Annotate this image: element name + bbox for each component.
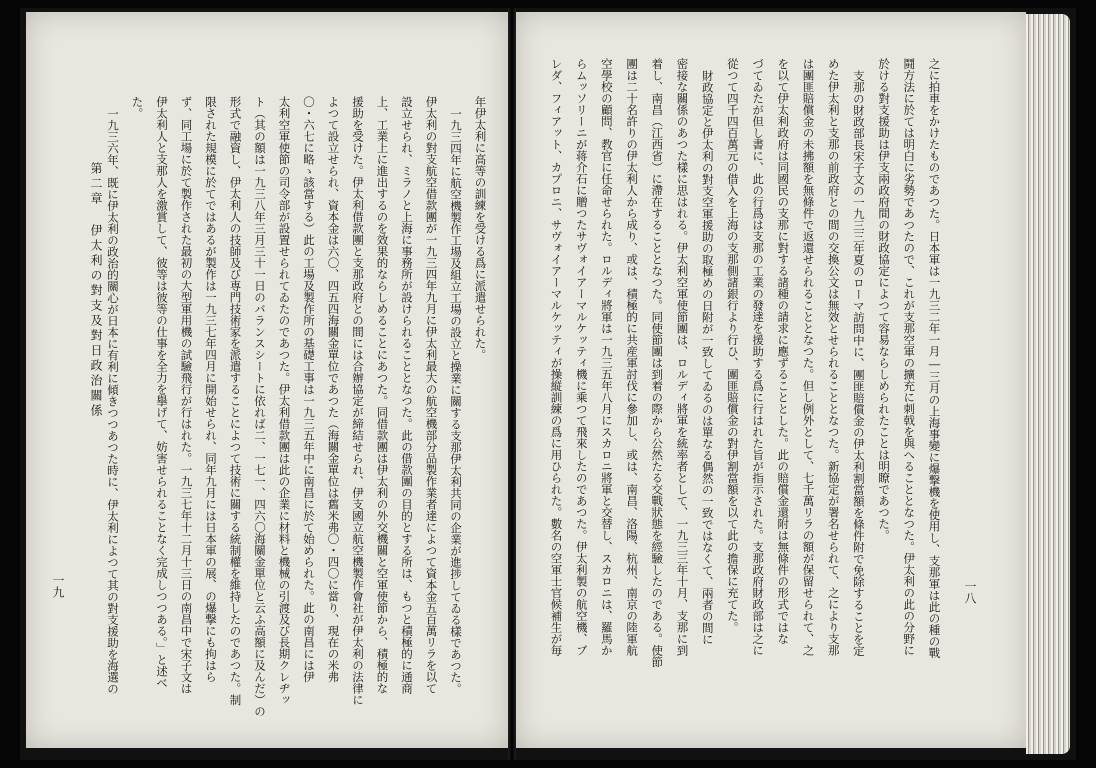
text-column: づてゐたが但し書に、此の行爲は支那の工業の發達を援助する爲に行はれた旨が指示された。支那政府財政部は之に (751, 58, 766, 656)
text-column: 太利空軍使節の司令部が設置せられてゐたのであつた。伊太利借款團は此の企業に材料と機械の引渡及び長期クレヂッ (277, 96, 292, 706)
text-column: 空學校の顧問、教官に任命せられた。ロルディ將軍は一九三五年八月にスカロニ將軍と交替し、スカロニは、羅馬か (599, 58, 614, 656)
text-column: 〇・六七に略ゝ該當する）此の工場及製作所の基礎工事は一九三五年中に南昌に於て始められた。此の南昌には伊 (302, 96, 316, 683)
text-column: ず、同工場に於て製作された最初の大型軍用機の試驗飛行が行はれた。一九三七年十二月十三日の南昌中で宋子文は (179, 96, 194, 694)
left-page (26, 12, 508, 748)
text-column: 之に拍車をかけたものであつた。日本軍は一九三二年一月―三月の上海事變に爆撃機を使用し、支那軍は此の種の戰 (927, 58, 942, 659)
text-column: た。 (130, 96, 145, 119)
text-column: 援助を受けた。伊太利借款團と支那政府との間には合辦協定が締結せられ、伊支國立航空機製作會社が伊太利の法律に (351, 96, 365, 706)
text-column: 支那の財政部長宋子文の一九三三年夏のローマ訪問中に、團匪賠償金の伊太利割當額を條件附で免除することを定 (851, 70, 866, 657)
text-column: 着し、南昌（江西省）に滯在することとなつた。同使節團は到着の際から公然たる交戰狀態を經驗したのである。使節 (650, 58, 665, 668)
text-column: は團匪賠償金の未拂額を無條件で返還せられることとなつた。但し例外として、七千萬リラの額が保留せられて、之 (801, 58, 816, 656)
text-column: 上、工業上に進出するのを效果的ならしめることにあつた。同借款團は伊太利の外交機關と空軍使節から、積極的な (375, 96, 390, 694)
text-column: 團は二十名許りの伊太利人から成り、或は、積極的に共産軍討伐に參加し、或は、南昌、洛陽、杭州、南京の陸軍航 (625, 58, 640, 656)
text-column: 於ける對支援助は伊支兩政府間の財政協定によつて容易ならしめられたことは明瞭であつた。 (877, 58, 892, 541)
text-column: 設立せられ、ミラノと上海に事務所が設けられることとなつた。此の借款團の目的とする所は、もつと積極的に通商 (400, 96, 414, 694)
text-column: レダ、フィアット、カプロニ、サヴォイアーマルケッティが操縦訓練の爲に用ひられた。數名の空軍士官候補生が毎 (549, 58, 564, 656)
text-column: 一九三六年、既に伊太利の政治的關心が日本に有利に傾きつつあつた時に、伊太利によつて其の對支援助を海選の (106, 108, 120, 695)
text-column: を以て伊太利政府は同國民の支那に對する諸種の請求に應ずることとした。此の賠償金還附は無條件の形式ではな (776, 58, 791, 645)
text-column: 鬪方法に於ては明白に劣勢であつたので、これが支那空軍の擴充に刺戟を與へることとなつた。伊太利の此の分野に (902, 58, 917, 656)
text-column: 形式で融資し、伊太利人の技師及び専門技術家を派遣することによつて技術に關する統制權を維持したのであつた。制 (228, 96, 243, 706)
text-column: 財政協定と伊太利の對支空軍援助の取極めの日附が一致してゐるのは單なる偶然の一致ではなくて、兩者の間に (700, 70, 715, 645)
text-column: ト（其の額は一九三八年三月三十一日のバランスシートに依れば二、一七一、四六〇海關金單位と云ふ高額に及んだ）の (253, 96, 267, 717)
text-column: 密接な關係のあつた樣に思はれる。伊太利空軍使節團は、ロルディ將軍を統率者として、一九三三年十月、支那に到 (675, 58, 690, 656)
book-spread (20, 8, 1076, 760)
text-column: 一九三四年に航空機製作工場及組立工場の設立と操業に關する支那伊太利共同の企業が進捗してゐる樣であつた。 (449, 108, 463, 695)
right-page-number: 一八 (963, 580, 977, 604)
page-edges (1026, 14, 1070, 754)
text-column: よつて設立せられ、資本金は六〇、四五四海關金單位であつた（海關金單位は舊米弗〇・四〇に當り、現在の米弗 (326, 96, 341, 683)
text-column: 限された規模に於てではあるが製作は一九三七年四月に開始せられ、同年九月には日本軍の展、の爆撃にも拘はら (204, 96, 218, 683)
text-column: 年伊太利に高等の訓練を受ける爲に派遣せられた。 (473, 96, 488, 361)
text-column: らムッソリーニが蒋介石に贈つたサヴォイアーマルケッティ機に乘つて飛來したのであつた。伊太利製の航空機、ブ (574, 58, 589, 656)
left-page-number: 一九 (51, 574, 65, 598)
text-column: 從つて四千四百萬元の借入を上海の支那側諸銀行より行ひ、團匪賠償金の對伊割當額を以て此の擔保に充てた。 (725, 58, 740, 633)
chapter-header: 第二章 伊太利の對支及對日政治關係 (89, 162, 103, 419)
text-column: 伊太利の對支航空借款團が一九三四年九月に伊太利最大の航空機部分品製作業者達によつて資本金五百萬リラを以て (424, 96, 439, 694)
right-page (516, 12, 1026, 748)
text-column: 伊太利人と支那人を激賞して、彼等は彼等の仕事を全力を擧げて、妨害せられることなく完成しつつある。」と述べ (155, 96, 169, 689)
book-gutter (508, 8, 516, 760)
text-column: めた伊太利と支那の前政府との間の交換公文は無效とせられることとなつた。新協定が署名せられて、之により支那 (826, 58, 841, 656)
